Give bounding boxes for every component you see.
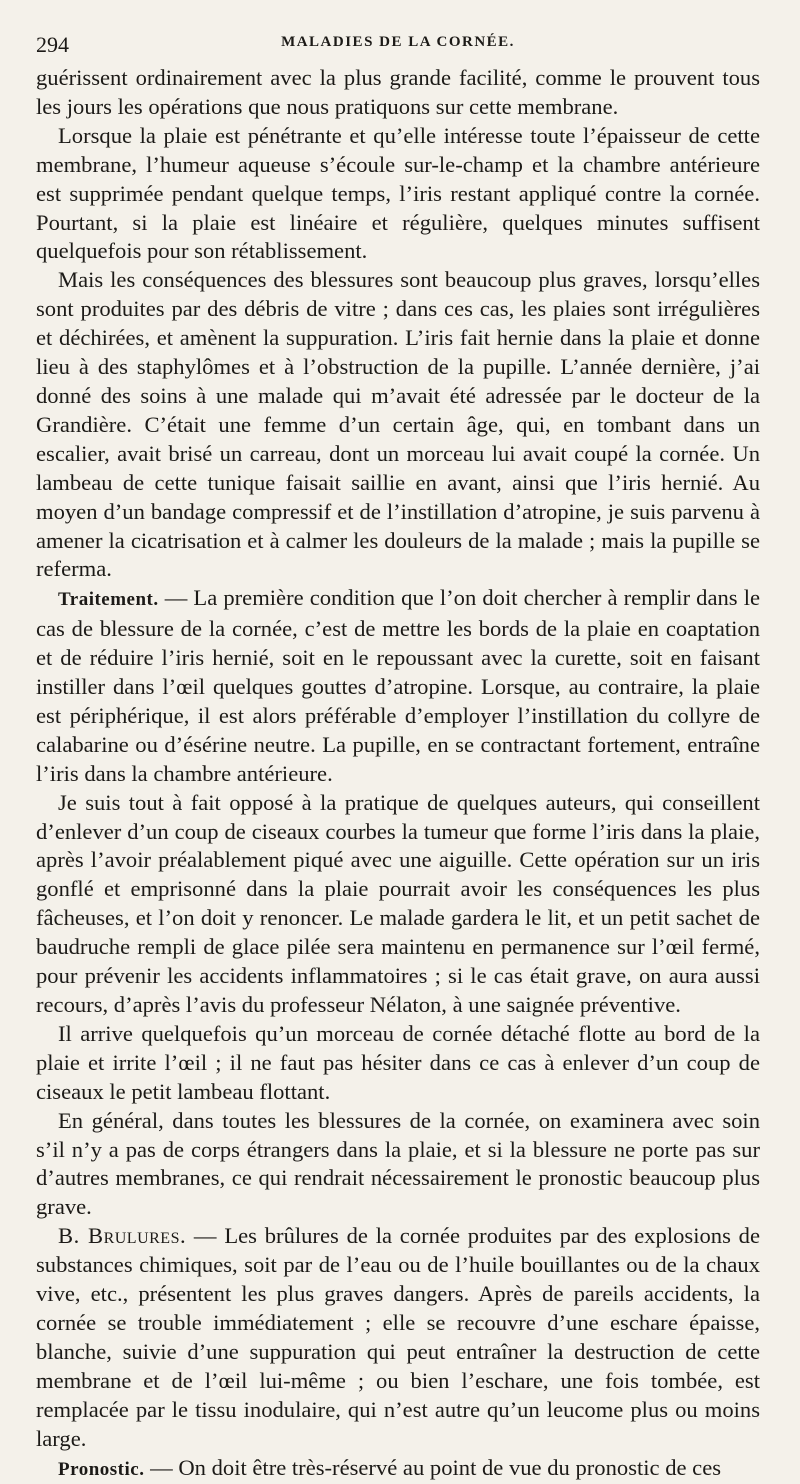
page-body [36, 64, 760, 1484]
run-in-heading: Pronostic. [58, 1459, 144, 1480]
paragraph-traitement [36, 584, 760, 788]
paragraph-brulures [36, 1222, 760, 1453]
paragraph-pronostic [36, 1454, 760, 1484]
paragraph [36, 789, 760, 1020]
paragraph-text: Lorsque la plaie est pénétrante et qu’elle intéresse toute l’épaisseur de cette membrane, l’humeur aqueuse s’écoule sur-le-champ et la chambre antérieure est supprimée pendant quelque temps, l’iris restant appliqué contre la cornée. Pourtant, si la plaie est linéaire et régulière, quelques minutes suffisent quelquefois pour son rétablissement. [36, 123, 760, 264]
page-header [36, 28, 760, 64]
section-heading: B. Brulures. [58, 1223, 186, 1248]
paragraph-text: — On doit être très-réservé au point de vue du pronostic de ces [144, 1455, 721, 1480]
run-in-heading: Traitement. [58, 589, 159, 610]
paragraph-text: — Les brûlures de la cornée produites par des explosions de substances chimiques, soit par de l’eau ou de l’huile bouillantes ou de la chaux vive, etc., présentent les plus graves dangers. Après de pareils accidents, la cornée se trouble immédiatement ; elle se recouvre d’une eschare épaisse, blanche, suivie d’une suppuration qui peut entraîner la destruction de cette membrane et de l’œil lui-même ; ou bien l’eschare, une fois tombée, est remplacée par le tissu inodulaire, qui n’est autre qu’un leucome plus ou moins large. [36, 1223, 760, 1450]
paragraph-text: Je suis tout à fait opposé à la pratique de quelques auteurs, qui conseillent d’enlever d’un coup de ciseaux courbes la tumeur que forme l’iris dans la plaie, après l’avoir préalablement piqué avec une aiguille. Cette opération sur un iris gonflé et emprisonné dans la plaie pourrait avoir les conséquences les plus fâcheuses, et l’on doit y renoncer. Le malade gardera le lit, et un petit sachet de baudruche rempli de glace pilée sera maintenu en permanence sur l’œil fermé, pour prévenir les accidents inflammatoires ; si le cas était grave, on aura aussi recours, d’après l’avis du professeur Nélaton, à une saignée préventive. [36, 790, 760, 1017]
paragraph-text: Mais les conséquences des blessures sont beaucoup plus graves, lorsqu’elles sont produites par des débris de vitre ; dans ces cas, les plaies sont irrégulières et déchirées, et amènent la suppuration. L’iris fait hernie dans la plaie et donne lieu à des staphylômes et à l’obstruction de la pupille. L’année dernière, j’ai donné des soins à une malade qui m’avait été adressée par le docteur de la Grandière. C’était une femme d’un certain âge, qui, en tombant dans un escalier, avait brisé un carreau, dont un morceau lui avait coupé la cornée. Un lambeau de cette tunique faisait saillie en avant, ainsi que l’iris hernié. Au moyen d’un bandage compressif et de l’instillation d’atropine, je suis parvenu à amener la cicatrisation et à calmer les douleurs de la malade ; mais la pupille se referma. [36, 267, 760, 581]
paragraph [36, 122, 760, 267]
paragraph-text: — La première condition que l’on doit chercher à remplir dans le cas de blessure de la cornée, c’est de mettre les bords de la plaie en coaptation et de réduire l’iris hernié, soit en le repoussant avec la curette, soit en faisant instiller dans l’œil quelques gouttes d’atropine. Lorsque, au contraire, la plaie est périphérique, il est alors préférable d’employer l’instillation du collyre de calabarine ou d’ésérine neutre. La pupille, en se contractant fortement, entraîne l’iris dans la chambre antérieure. [36, 585, 760, 785]
paragraph [36, 266, 760, 584]
paragraph [36, 1107, 760, 1223]
paragraph-continuation [36, 64, 760, 122]
paragraph-text: Il arrive quelquefois qu’un morceau de cornée détaché flotte au bord de la plaie et irrite l’œil ; il ne faut pas hésiter dans ce cas à enlever d’un coup de ciseaux le petit lambeau flottant. [36, 1021, 760, 1104]
paragraph-text: En général, dans toutes les blessures de la cornée, on examinera avec soin s’il n’y a pas de corps étrangers dans la plaie, et si la blessure ne porte pas sur d’autres membranes, ce qui rendrait nécessairement le pronostic beaucoup plus grave. [36, 1108, 760, 1220]
page-number: 294 [36, 32, 69, 58]
paragraph-text: guérissent ordinairement avec la plus grande facilité, comme le prouvent tous les jours les opérations que nous pratiquons sur cette membrane. [36, 65, 760, 119]
paragraph [36, 1020, 760, 1107]
running-title: MALADIES DE LA CORNÉE. [36, 34, 760, 51]
